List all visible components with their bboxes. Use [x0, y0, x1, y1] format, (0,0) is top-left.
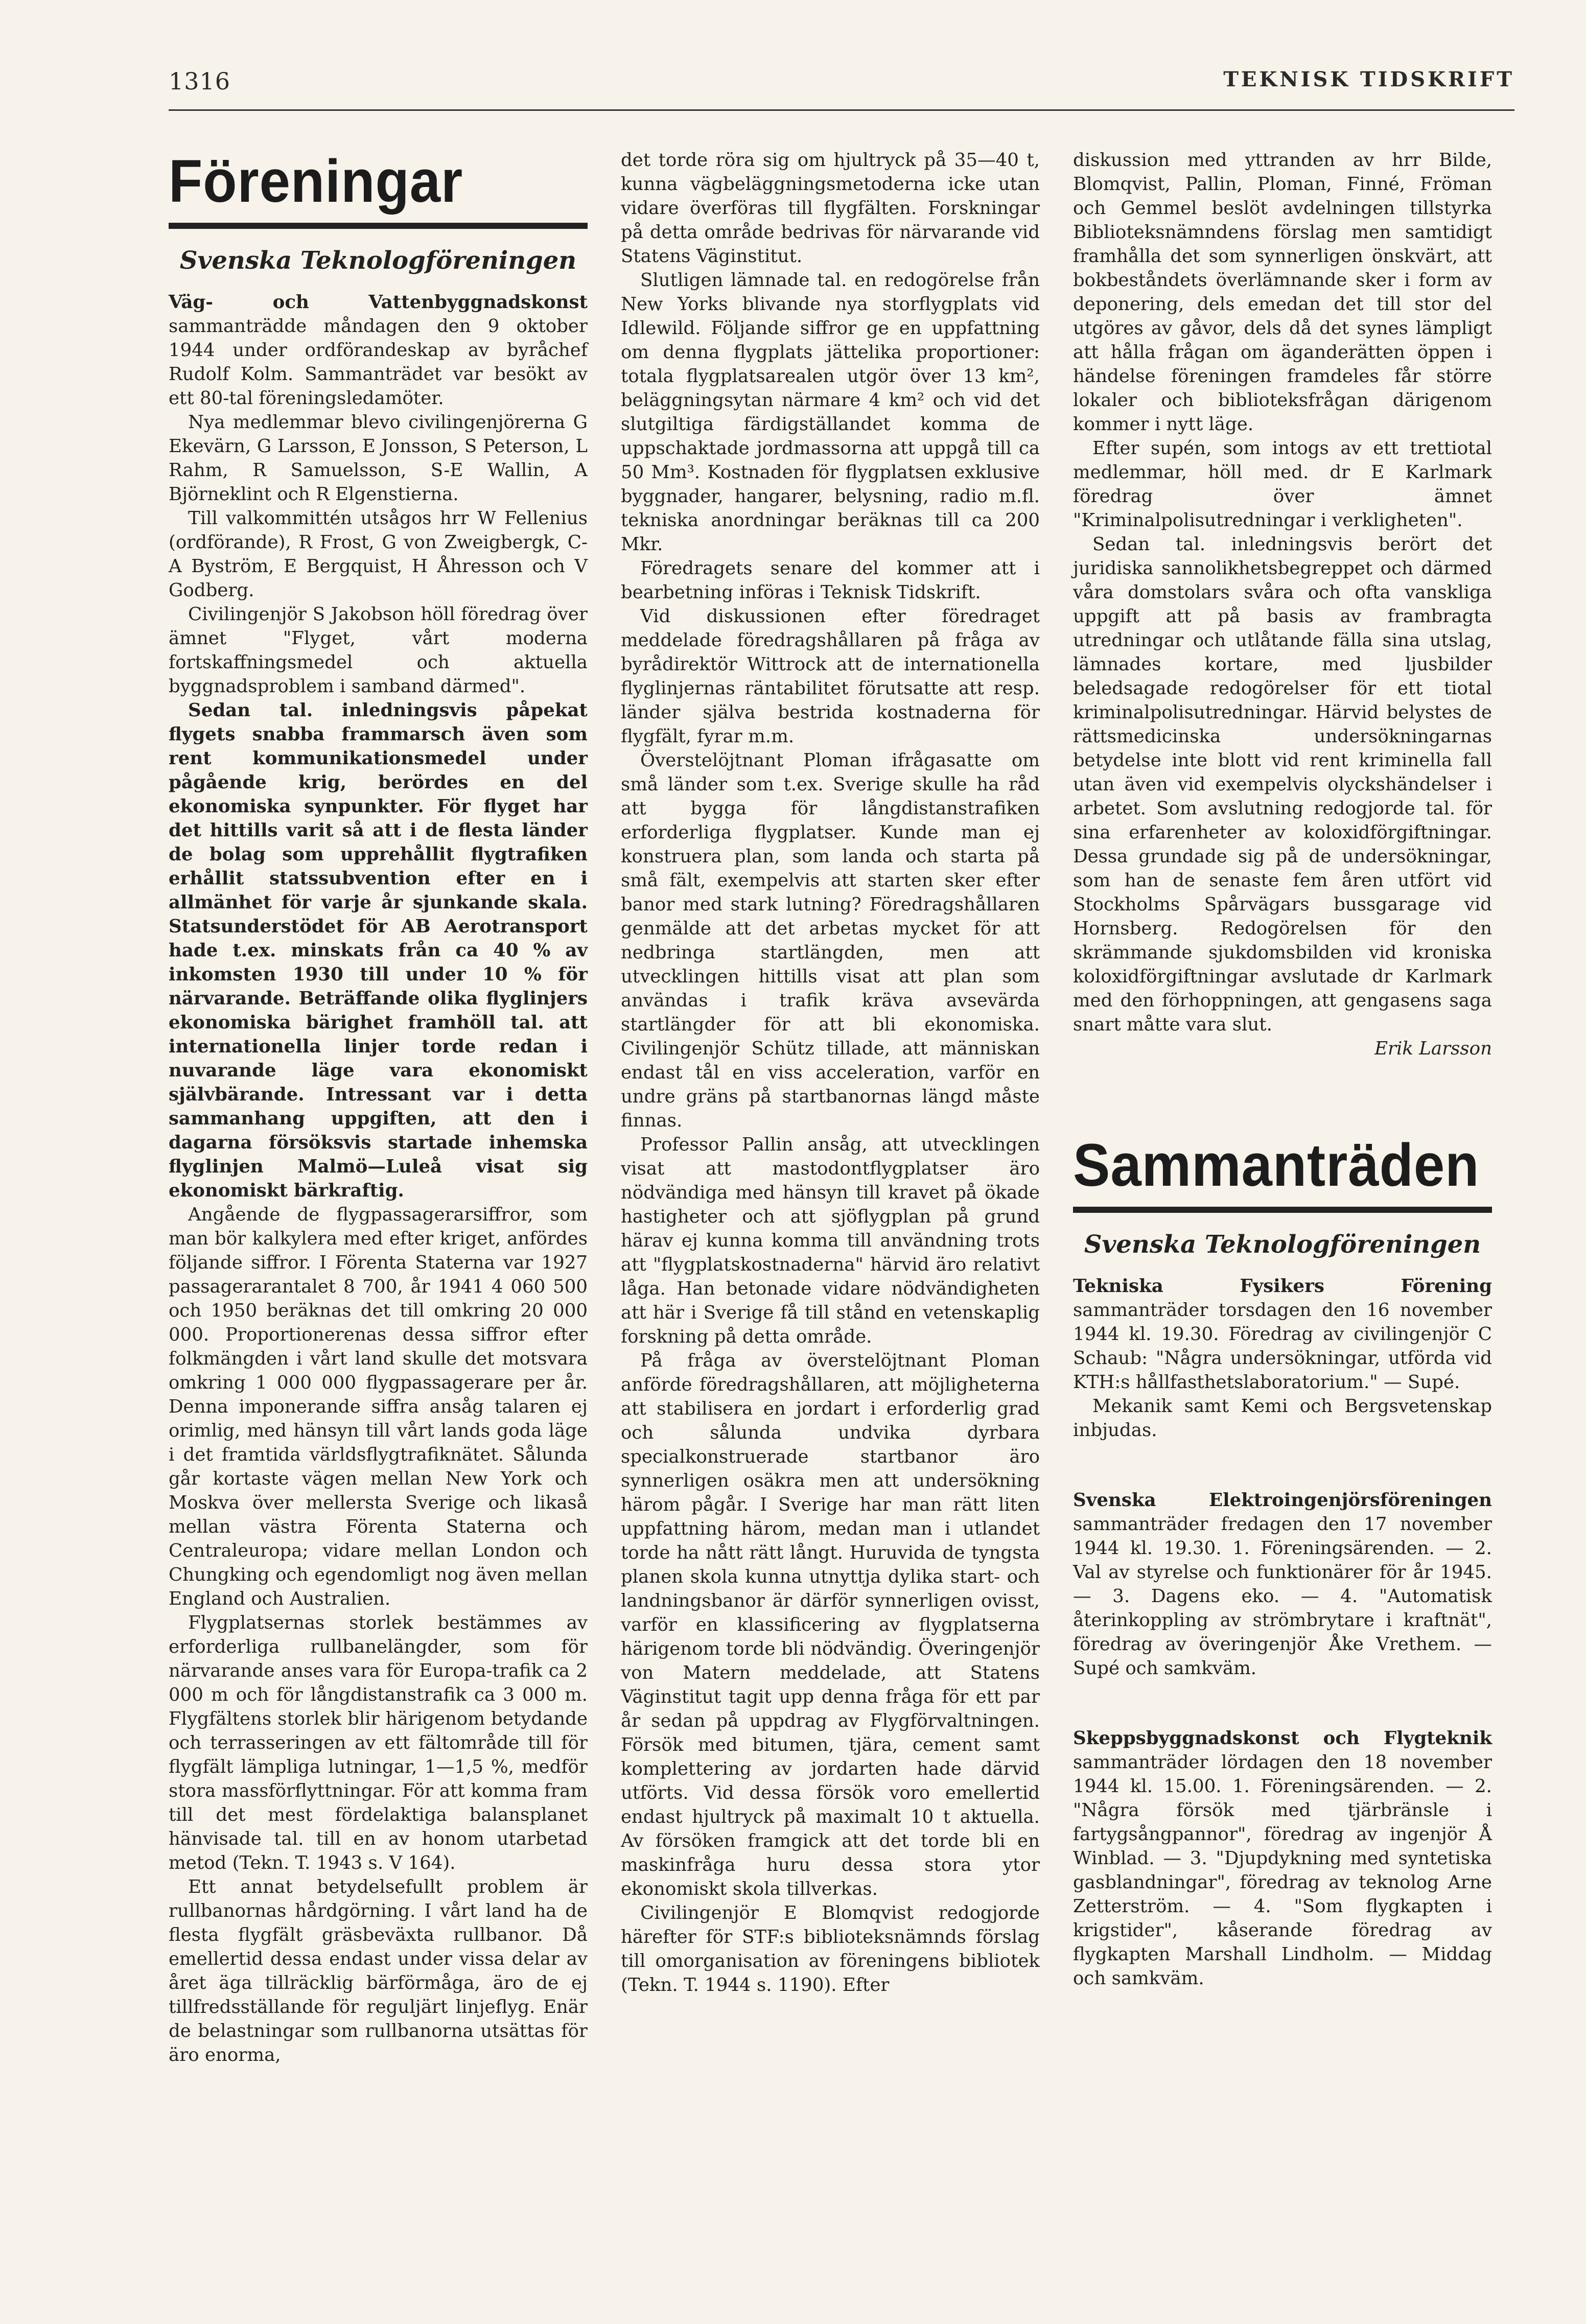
paragraph: Flygplatsernas storlek bestämmes av erforderliga rullbanelängder, som för närvarande anses vara för Europa-trafik ca 2 000 m och för långdistanstrafik ca 3 000 m. Flygfältens storlek blir härigenom betydande och terrasseringen av ett fältområde till för flygfält lämpliga lutningar, 1—1,5 %, medför stora massförflyttningar. För att komma fram till det mest fördelaktiga balansplanet hänvisade tal. till en av honom utarbetad metod (Tekn. T. 1943 s. V 164). — [169, 1612, 588, 1873]
paragraph: Ett annat betydelsefullt problem är rullbanornas hårdgörning. I vårt land ha de flesta flygfält gräsbeväxta rullbanor. Då emellertid dessa endast under vissa delar av året äga tillräcklig bärförmåga, äro de ej tillfredsställande för reguljärt linjeflyg. Enär de belastningar som rullbanorna utsättas för äro enorma, — [169, 1876, 588, 2065]
paragraph: Efter supén, som intogs av ett trettiotal medlemmar, höll med. dr E Karlmark föredrag över ämnet "Kriminalpolisutredningar i verkligheten". — [1073, 438, 1492, 531]
paragraph-body: sammanträdde måndagen den 9 oktober 1944 under ordförandeskap av byråchef Rudolf Kolm. Sammanträdet var besökt av ett 80-tal föreningsledamöter. — [169, 316, 588, 409]
paragraph: Vid diskussionen efter föredraget meddelade föredragshållaren på fråga av byrådirektör Wittrock att de internationella flyglinjernas räntabilitet förutsatte att resp. länder själva bestrida kostnaderna för flygfält, fyrar m.m. — [621, 606, 1040, 747]
meeting-notice — [1073, 1488, 1492, 1680]
header-rule — [169, 109, 1514, 111]
paragraph: Sedan tal. inledningsvis berört det juridiska sannolikhetsbegreppet och därmed våra domstolars svåra och ofta vanskliga uppgift att på basis av frambragta utredningar och utlåtande fälla sina utslag, lämnades kortare, med ljusbilder beledsagade redogörelser för ett tiotal kriminalpolisutredningar. Härvid belystes de rättsmedicinska undersökningarnas betydelse inte blott vid rent kriminella fall utan även vid exempelvis olyckshändelser i arbetet. Som avslutning redogjorde tal. för sina erfarenheter av koloxidförgiftningar. Dessa grundade sig på de undersökningar, som han de senaste fem åren utfört vid Stockholms Spårvägars bussgarage vid Hornsberg. Redogörelsen för den skrämmande sjukdomsbilden vid kroniska koloxidförgiftningar avslutade dr Karlmark med den förhoppningen, att gengasens saga snart måtte vara slut. — [1073, 534, 1492, 1035]
paragraph: Slutligen lämnade tal. en redogörelse från New Yorks blivande nya storflygplats vid Idlewild. Följande siffror ge en uppfattning om denna flygplats jättelika proportioner: totala flygplatsarealen utgör över 13 km², beläggningsytan närmare 4 km² och vid det slutgiltiga färdigställandet komma de uppschaktade jordmassorna att uppgå till ca 50 Mm³. Kostnaden för flygplatsen exklusive byggnader, hangarer, belysning, radio m.fl. tekniska anordningar beräknas till ca 200 Mkr. — [621, 270, 1040, 555]
paragraph: Civilingenjör S Jakobson höll föredrag över ämnet "Flyget, vårt moderna fortskaffningsmedel och aktuella byggnadsproblem i samband därmed". — [169, 604, 588, 697]
notice-title: Svenska Elektroingenjörsföreningen — [1073, 1490, 1492, 1511]
paragraph: Civilingenjör E Blomqvist redogjorde härefter för STF:s biblioteksnämnds förslag till omorganisation av föreningens bibliotek (Tekn. T. 1944 s. 1190). Efter — [621, 1903, 1040, 1996]
paragraph: det torde röra sig om hjultryck på 35—40 t, kunna vägbeläggningsmetoderna icke utan vidare överföras till flygfälten. Forskningar på detta område bedrivas för närvarande vid Statens Väginstitut. — [621, 150, 1040, 267]
section-heading-foreningar: Föreningar — [169, 148, 463, 215]
subheading-teknologforeningen: Svenska Teknologföreningen — [179, 246, 577, 275]
paragraph: Föredragets senare del kommer att i bearbetning införas i Teknisk Tidskrift. — [621, 558, 1040, 603]
notice-title: Skeppsbyggnadskonst och Flygteknik — [1073, 1728, 1492, 1749]
paragraph: Professor Pallin ansåg, att utvecklingen visat att mastodontflygplatser äro nödvändiga med hänsyn till kravet på ökade hastigheter och att sjöflygplan på grund härav ej kunna komma till användning trots att "flygplatskostnaderna" härvid äro relativt låga. Han betonade vidare nödvändigheten att här i Sverige få till stånd en vetenskaplig forskning på detta område. — [621, 1134, 1040, 1347]
paragraph: Nya medlemmar blevo civilingenjörerna G Ekevärn, G Larsson, E Jonsson, S Peterson, L Rahm, R Samuelsson, S-E Wallin, A Björneklint och R Elgenstierna. — [169, 412, 588, 505]
column-1 — [169, 148, 588, 2067]
heading-rule — [1073, 1207, 1492, 1213]
paragraph: På fråga av överstelöjtnant Ploman anförde föredragshållaren, att möjligheterna att stabilisera en jordart i erforderlig grad och sålunda undvika dyrbara specialkonstruerade startbanor äro synnerligen osäkra men att undersökning härom pågår. I Sverige har man rätt liten uppfattning härom, medan man i utlandet torde ha nått rätt långt. Huruvida de tyngsta planen skola kunna utnyttja dylika start- och landningsbanor är därför synnerligen ovisst, varför en klassificering av flygplatserna härigenom torde bli nödvändig. Överingenjör von Matern meddelade, att Statens Väginstitut tagit upp denna fråga för ett par år sedan på uppdrag av Flygförvaltningen. Försök med bitumen, tjära, cement samt komplettering av jordarten hade därvid utförts. Vid dessa försök voro emellertid endast hjultryck på maximalt 10 t aktuella. Av försöken framgick att det torde bli en maskinfråga huru dessa stora ytor ekonomiskt skola tillverkas. — [621, 1350, 1040, 1899]
signature: Erik Larsson — [1374, 1038, 1492, 1059]
notice-body: sammanträder torsdagen den 16 november 1944 kl. 19.30. Föredrag av civilingenjör C Schaub: "Några undersökningar, utförda vid KTH:s hållfasthetslaboratorium." — Supé. — [1073, 1300, 1492, 1393]
paragraph: Överstelöjtnant Ploman ifrågasatte om små länder som t.ex. Sverige skulle ha råd att bygga för långdistanstrafiken erforderliga flygplatser. Kunde man ej konstruera plan, som landa och starta på små fält, exempelvis att starten sker efter banor med stark lutning? Föredragshållaren genmälde att det arbetas mycket för att nedbringa startlängden, men att utvecklingen hittills visat att plan som användas i trafik kräva avsevärda startlängder för att bli ekonomiska. Civilingenjör Schütz tillade, att människan endast tål en viss acceleration, varför en undre gräns på startbanornas längd måste finnas. — [621, 750, 1040, 1131]
paragraph: Sedan tal. inledningsvis påpekat flygets snabba frammarsch även som rent kommunikationsmedel under pågående krig, berördes en del ekonomiska synpunkter. För flyget har det hittills varit så att i de flesta länder de bolag som upprehållit flygtrafiken erhållit statssubvention efter en i allmänhet för varje år sjunkande skala. Statsunderstödet för AB Aerotransport hade t.ex. minskats från ca 40 % av inkomsten 1930 till under 10 % för närvarande. Beträffande olika flyglinjers ekonomiska bärighet framhöll tal. att internationella linjer torde redan i nuvarande läge vara ekonomiskt självbärande. Intressant var i detta sammanhang uppgiften, att den i dagarna försöksvis startade inhemska flyglinjen Malmö—Luleå visat sig ekonomiskt bärkraftig. — [169, 700, 588, 1201]
paragraph: Angående de flygpassagerarsiffror, som man bör kalkylera med efter kriget, anfördes följande siffror. I Förenta Staterna var 1927 passagerarantalet 8 700, år 1941 4 060 500 och 1950 beräknas det till omkring 20 000 000. Proportionerenas dessa siffror efter folkmängden i vårt land skulle det motsvara omkring 1 000 000 flygpassagerare per år. Denna imponerande siffra ansåg talaren ej orimlig, med hänsyn till vårt lands goda läge i det framtida världsflygtrafiknätet. Sålunda går kortaste vägen mellan New York och Moskva över mellersta Sverige och likaså mellan västra Förenta Staterna och Centraleuropa; vidare mellan London och Chungking och egendomligt nog även mellan England och Australien. — [169, 1204, 588, 1609]
section-heading-sammantraden: Sammanträden — [1073, 1132, 1480, 1199]
meeting-notice — [1073, 1274, 1492, 1394]
subheading-teknologforeningen: Svenska Teknologföreningen — [1084, 1230, 1481, 1259]
notice-body: sammanträder lördagen den 18 november 1944 kl. 15.00. 1. Föreningsärenden. — 2. "Några försök med tjärbränsle i fartygsångpannor", föredrag av ingenjör Å Winblad. — 3. "Djupdykning med syntetiska gasblandningar", föredrag av teknolog Arne Zetterström. — 4. "Som flygkapten i krigstider", kåserande föredrag av flygkapten Marshall Lindholm. — Middag och samkväm. — [1073, 1752, 1492, 1989]
meeting-notice — [1073, 1726, 1492, 1990]
notice-title: Tekniska Fysikers Förening — [1073, 1276, 1492, 1297]
column-3 — [1073, 148, 1492, 1990]
notice-body: sammanträder fredagen den 17 november 1944 kl. 19.30. 1. Föreningsärenden. — 2. Val av styrelse och funktionärer för år 1945. — 3. Dagens eko. — 4. "Automatisk återinkoppling av strömbrytare i kraftnät", föredrag av överingenjör Åke Vrethem. — Supé och samkväm. — [1073, 1514, 1492, 1679]
paragraph — [169, 290, 588, 410]
paragraph-title: Väg- och Vattenbyggnadskonst — [169, 292, 588, 313]
paragraph: Till valkommittén utsågos hrr W Fellenius (ordförande), R Frost, G von Zweigbergk, C-A Byström, E Bergquist, H Åhresson och V Godberg. — [169, 508, 588, 601]
page-number: 1316 — [169, 67, 231, 95]
journal-title: TEKNISK TIDSKRIFT — [1223, 67, 1514, 91]
meeting-notice-extra: Mekanik samt Kemi och Bergsvetenskap inbjudas. — [1073, 1396, 1492, 1441]
column-2 — [621, 148, 1040, 1997]
paragraph: diskussion med yttranden av hrr Bilde, Blomqvist, Pallin, Ploman, Finné, Fröman och Gemmel beslöt avdelningen tillstyrka Biblioteksnämndens förslag men samtidigt framhålla det som synnerligen önskvärt, att bokbeståndets överlämnande sker i form av deponering, dels emedan det till stor del utgöres av gåvor, dels då det synes lämpligt att hålla frågan om äganderätten öppen i händelse föreningen framdeles får större lokaler och biblioteksfrågan därigenom kommer i nytt läge. — [1073, 150, 1492, 435]
heading-rule — [169, 223, 588, 229]
